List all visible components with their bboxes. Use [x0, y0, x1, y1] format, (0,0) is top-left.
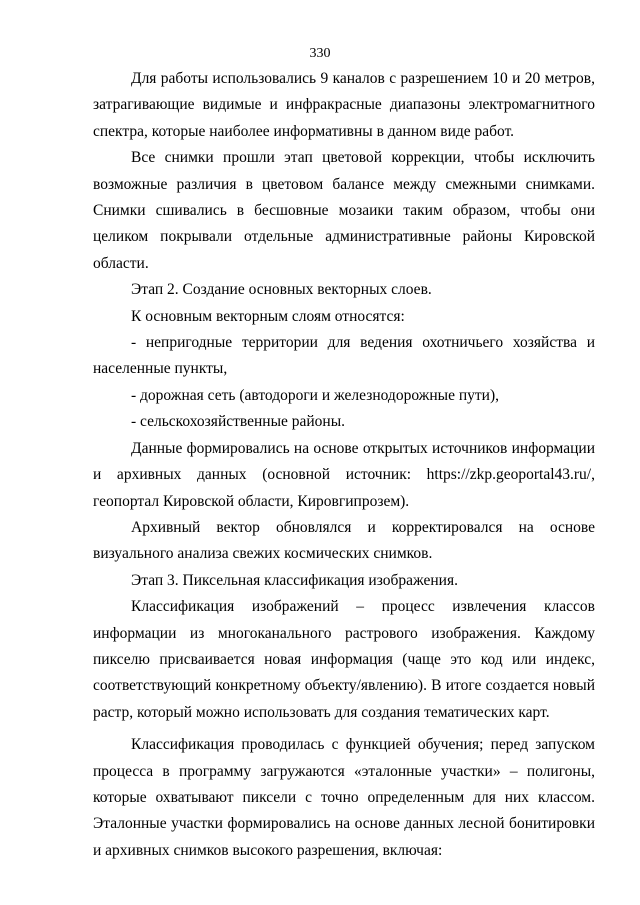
paragraph: Этап 3. Пиксельная классификация изображения. [131, 571, 458, 589]
paragraph: Архивный вектор обновлялся и корректировался на основе визуального анализа свежих космических снимков. [93, 518, 595, 563]
paragraph: Классификация изображений – процесс извлечения классов информации из многоканального растрового изображения. Каждому пикселю присваивается новая информация (чаще это код или индекс, соответствующий конкретному объекту/явлению). В итоге создается новый растр, который можно использовать для создания тематических карт. [93, 598, 595, 721]
paragraph: Для работы использовались 9 каналов с разрешением 10 и 20 метров, затрагивающие видимые и инфракрасные диапазоны электромагнитного спектра, которые наиболее информативны в данном виде работ. [93, 70, 595, 140]
list-item: - непригодные территории для ведения охотничьего хозяйства и населенные пункты, [93, 334, 595, 378]
paragraph: Этап 2. Создание основных векторных слоев. [131, 281, 432, 299]
body-text [93, 66, 595, 864]
list-item: - сельскохозяйственные районы. [131, 413, 346, 431]
paragraph: Данные формировались на основе открытых источников информации и архивных данных (основной источник: https://zkp.geoportal43.ru/, геопортал Кировской области, Кировгипрозем). [93, 439, 595, 510]
paragraph: Классификация проводилась с функцией обучения; перед запуском процесса в программу загружаются «эталонные участки» – полигоны, которые охватывают пиксели с точно определенным для них классом. Эталонные участки формировались на основе данных лесной бонитировки и архивных снимков высокого разрешения, включая: [93, 736, 595, 859]
page-number: 330 [309, 46, 331, 61]
paragraph: Все снимки прошли этап цветовой коррекции, чтобы исключить возможные различия в цветовом балансе между смежными снимками. Снимки сшивались в бесшовные мозаики таким образом, чтобы они целиком покрывали отдельные административные районы Кировской области. [93, 149, 595, 272]
list-item: - дорожная сеть (автодороги и железнодорожные пути), [131, 386, 500, 404]
paragraph: К основным векторным слоям относятся: [131, 307, 405, 325]
